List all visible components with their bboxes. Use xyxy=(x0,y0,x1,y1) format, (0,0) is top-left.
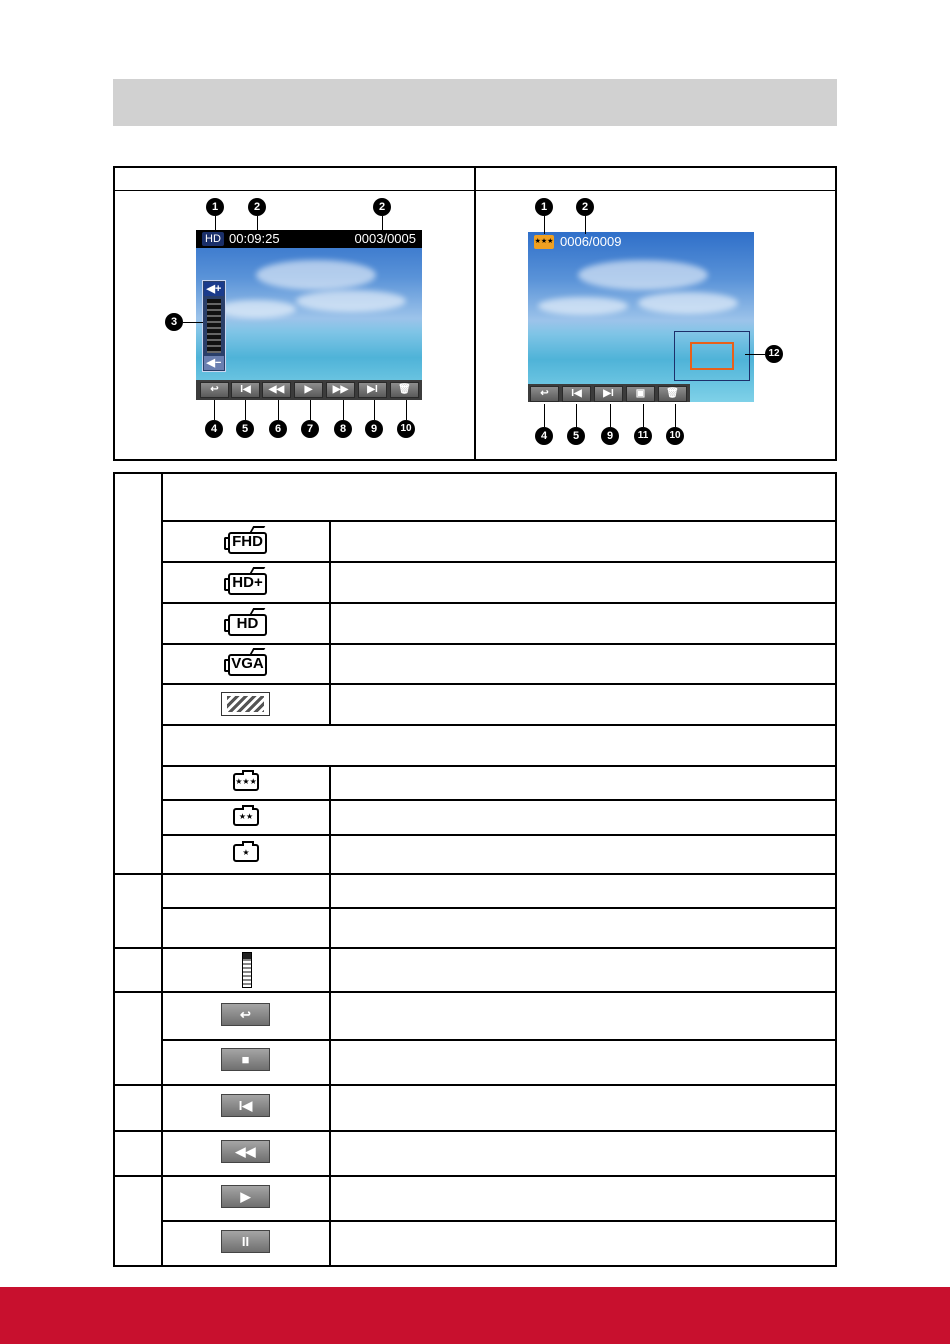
elapsed-time: 00:09:25 xyxy=(229,231,280,246)
previous-button[interactable]: I◀ xyxy=(231,382,260,398)
callout-7: 7 xyxy=(301,420,319,438)
volume-down-icon[interactable]: ◀− xyxy=(204,356,224,370)
play-button-icon: ▶ xyxy=(221,1185,270,1208)
video-playback-screen xyxy=(196,230,422,400)
rewind-button[interactable]: ◀◀ xyxy=(262,382,291,398)
file-counter: 0003/0005 xyxy=(354,231,416,246)
callout-12: 12 xyxy=(765,345,783,363)
section-header-bar xyxy=(113,79,837,126)
play-button[interactable]: ▶ xyxy=(294,382,323,398)
next-button[interactable]: ▶I xyxy=(594,386,623,402)
fast-forward-button[interactable]: ▶▶ xyxy=(326,382,355,398)
volume-slider[interactable] xyxy=(202,280,226,372)
callout-5: 5 xyxy=(567,427,585,445)
footer-bar xyxy=(0,1287,950,1344)
video-control-bar xyxy=(196,380,422,400)
callout-2b: 2 xyxy=(373,198,391,216)
callout-10: 10 xyxy=(666,427,684,445)
callout-4: 4 xyxy=(205,420,223,438)
callout-11: 11 xyxy=(634,427,652,445)
previous-button-icon: I◀ xyxy=(221,1094,270,1117)
stop-button-icon: ■ xyxy=(221,1048,270,1071)
video-status-bar xyxy=(196,230,422,248)
callout-1: 1 xyxy=(206,198,224,216)
vga-mode-icon: VGA xyxy=(228,654,267,676)
motion-detect-icon xyxy=(221,692,270,716)
next-button[interactable]: ▶I xyxy=(358,382,387,398)
callout-1: 1 xyxy=(535,198,553,216)
callout-8: 8 xyxy=(334,420,352,438)
two-star-quality-icon: ★★ xyxy=(233,808,259,826)
callout-6: 6 xyxy=(269,420,287,438)
volume-level-icon xyxy=(242,952,252,988)
callout-10: 10 xyxy=(397,420,415,438)
callout-2: 2 xyxy=(576,198,594,216)
three-star-quality-icon: ★★★ xyxy=(233,773,259,791)
slideshow-button[interactable]: ▣ xyxy=(626,386,655,402)
repeat-button[interactable]: ↩ xyxy=(200,382,229,398)
photo-control-bar xyxy=(528,384,690,402)
repeat-button[interactable]: ↩ xyxy=(530,386,559,402)
zoom-area-indicator xyxy=(690,342,734,370)
zoom-navigator xyxy=(674,331,750,381)
photo-playback-screen xyxy=(528,232,754,402)
rewind-button-icon: ◀◀ xyxy=(221,1140,270,1163)
photo-counter: 0006/0009 xyxy=(560,234,622,249)
hd-plus-mode-icon: HD+ xyxy=(228,573,267,595)
callout-9: 9 xyxy=(365,420,383,438)
previous-button[interactable]: I◀ xyxy=(562,386,591,402)
callout-4: 4 xyxy=(535,427,553,445)
delete-button[interactable]: 🗑 xyxy=(390,382,419,398)
pause-button-icon: II xyxy=(221,1230,270,1253)
delete-button[interactable]: 🗑 xyxy=(658,386,687,402)
callout-3: 3 xyxy=(165,313,183,331)
fhd-mode-icon: FHD xyxy=(228,532,267,554)
callout-5: 5 xyxy=(236,420,254,438)
three-star-camera-icon: ★★★ xyxy=(534,235,554,249)
one-star-quality-icon: ★ xyxy=(233,844,259,862)
hd-mode-icon: HD xyxy=(228,614,267,636)
callout-9: 9 xyxy=(601,427,619,445)
hd-badge: HD xyxy=(202,232,224,246)
volume-up-icon[interactable]: ◀+ xyxy=(204,282,224,296)
callout-2: 2 xyxy=(248,198,266,216)
repeat-button-icon: ↩ xyxy=(221,1003,270,1026)
